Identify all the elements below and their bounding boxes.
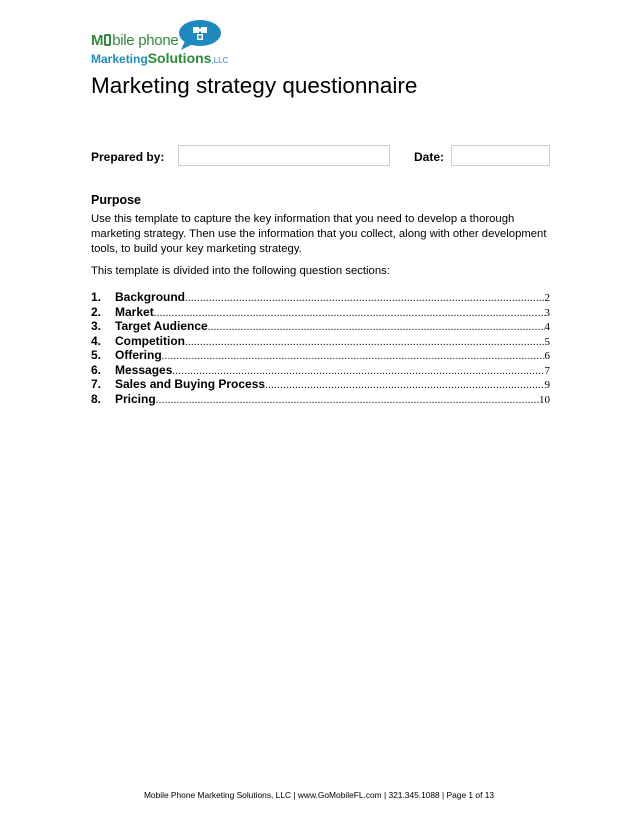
toc-number: 7. — [91, 377, 102, 391]
toc-label: Market — [115, 304, 154, 319]
toc-page-number: 10 — [539, 393, 550, 406]
toc-item-competition[interactable] — [91, 334, 550, 349]
sections-intro: This template is divided into the following question sections: — [91, 265, 390, 277]
toc-number: 8. — [91, 391, 102, 406]
toc-label: Background — [115, 290, 186, 304]
toc-page-number: 4 — [544, 321, 550, 333]
toc-leader-dots — [154, 308, 545, 319]
toc-page-number: 6 — [544, 350, 550, 362]
toc-item-market[interactable] — [91, 305, 550, 320]
purpose-heading: Purpose — [91, 193, 142, 207]
purpose-text: Use this template to capture the key information that you need to develop a thorough marketing strategy. Then use the information that you collect, along with other development tools, to build your key marketing strategy. — [91, 213, 547, 255]
toc-label: Pricing — [115, 391, 156, 406]
toc-page-number: 9 — [544, 379, 550, 391]
toc-number: 2. — [91, 304, 102, 319]
toc-label: Offering — [115, 348, 162, 362]
company-logo — [91, 19, 231, 65]
toc-page-number: 2 — [544, 292, 550, 304]
toc-label: Sales and Buying Process — [115, 377, 266, 391]
toc-number: 5. — [91, 348, 102, 362]
toc-item-pricing[interactable] — [91, 392, 550, 407]
toc-leader-dots — [172, 366, 544, 377]
toc-page-number: 3 — [544, 306, 550, 319]
toc-number: 1. — [91, 290, 102, 304]
logo-line-2: MarketingSolutions,LLC — [91, 50, 229, 66]
toc-number: 4. — [91, 333, 102, 348]
date-label: Date: — [414, 150, 445, 164]
toc-item-target-audience[interactable] — [91, 319, 550, 334]
toc-page-number: 5 — [544, 335, 550, 348]
prepared-by-label: Prepared by: — [91, 150, 165, 164]
toc-leader-dots — [162, 351, 545, 362]
date-field[interactable] — [451, 145, 550, 166]
toc-item-sales-and-buying-process[interactable] — [91, 377, 550, 392]
toc-leader-dots — [185, 293, 544, 304]
prepared-by-field[interactable] — [178, 145, 390, 166]
toc-item-messages[interactable] — [91, 363, 550, 378]
toc-leader-dots — [185, 337, 545, 348]
toc-leader-dots — [265, 380, 544, 391]
toc-number: 6. — [91, 362, 102, 377]
puzzle-speech-bubble-icon — [177, 19, 223, 51]
toc-number: 3. — [91, 319, 102, 333]
toc-label: Target Audience — [115, 319, 208, 333]
toc-leader-dots — [208, 322, 545, 333]
toc-item-offering[interactable] — [91, 348, 550, 363]
page-footer: Mobile Phone Marketing Solutions, LLC | www.GoMobileFL.com | 321.345.1088 | Page 1 of 13 — [143, 790, 495, 800]
document-title: Marketing strategy questionnaire — [91, 73, 418, 98]
toc-label: Messages — [115, 362, 173, 377]
toc-item-background[interactable] — [91, 290, 550, 305]
logo-line-1: M bile phone — [91, 32, 179, 49]
toc-label: Competition — [115, 333, 185, 348]
toc-leader-dots — [156, 395, 539, 406]
toc-page-number: 7 — [544, 364, 550, 377]
table-of-contents — [91, 290, 550, 406]
